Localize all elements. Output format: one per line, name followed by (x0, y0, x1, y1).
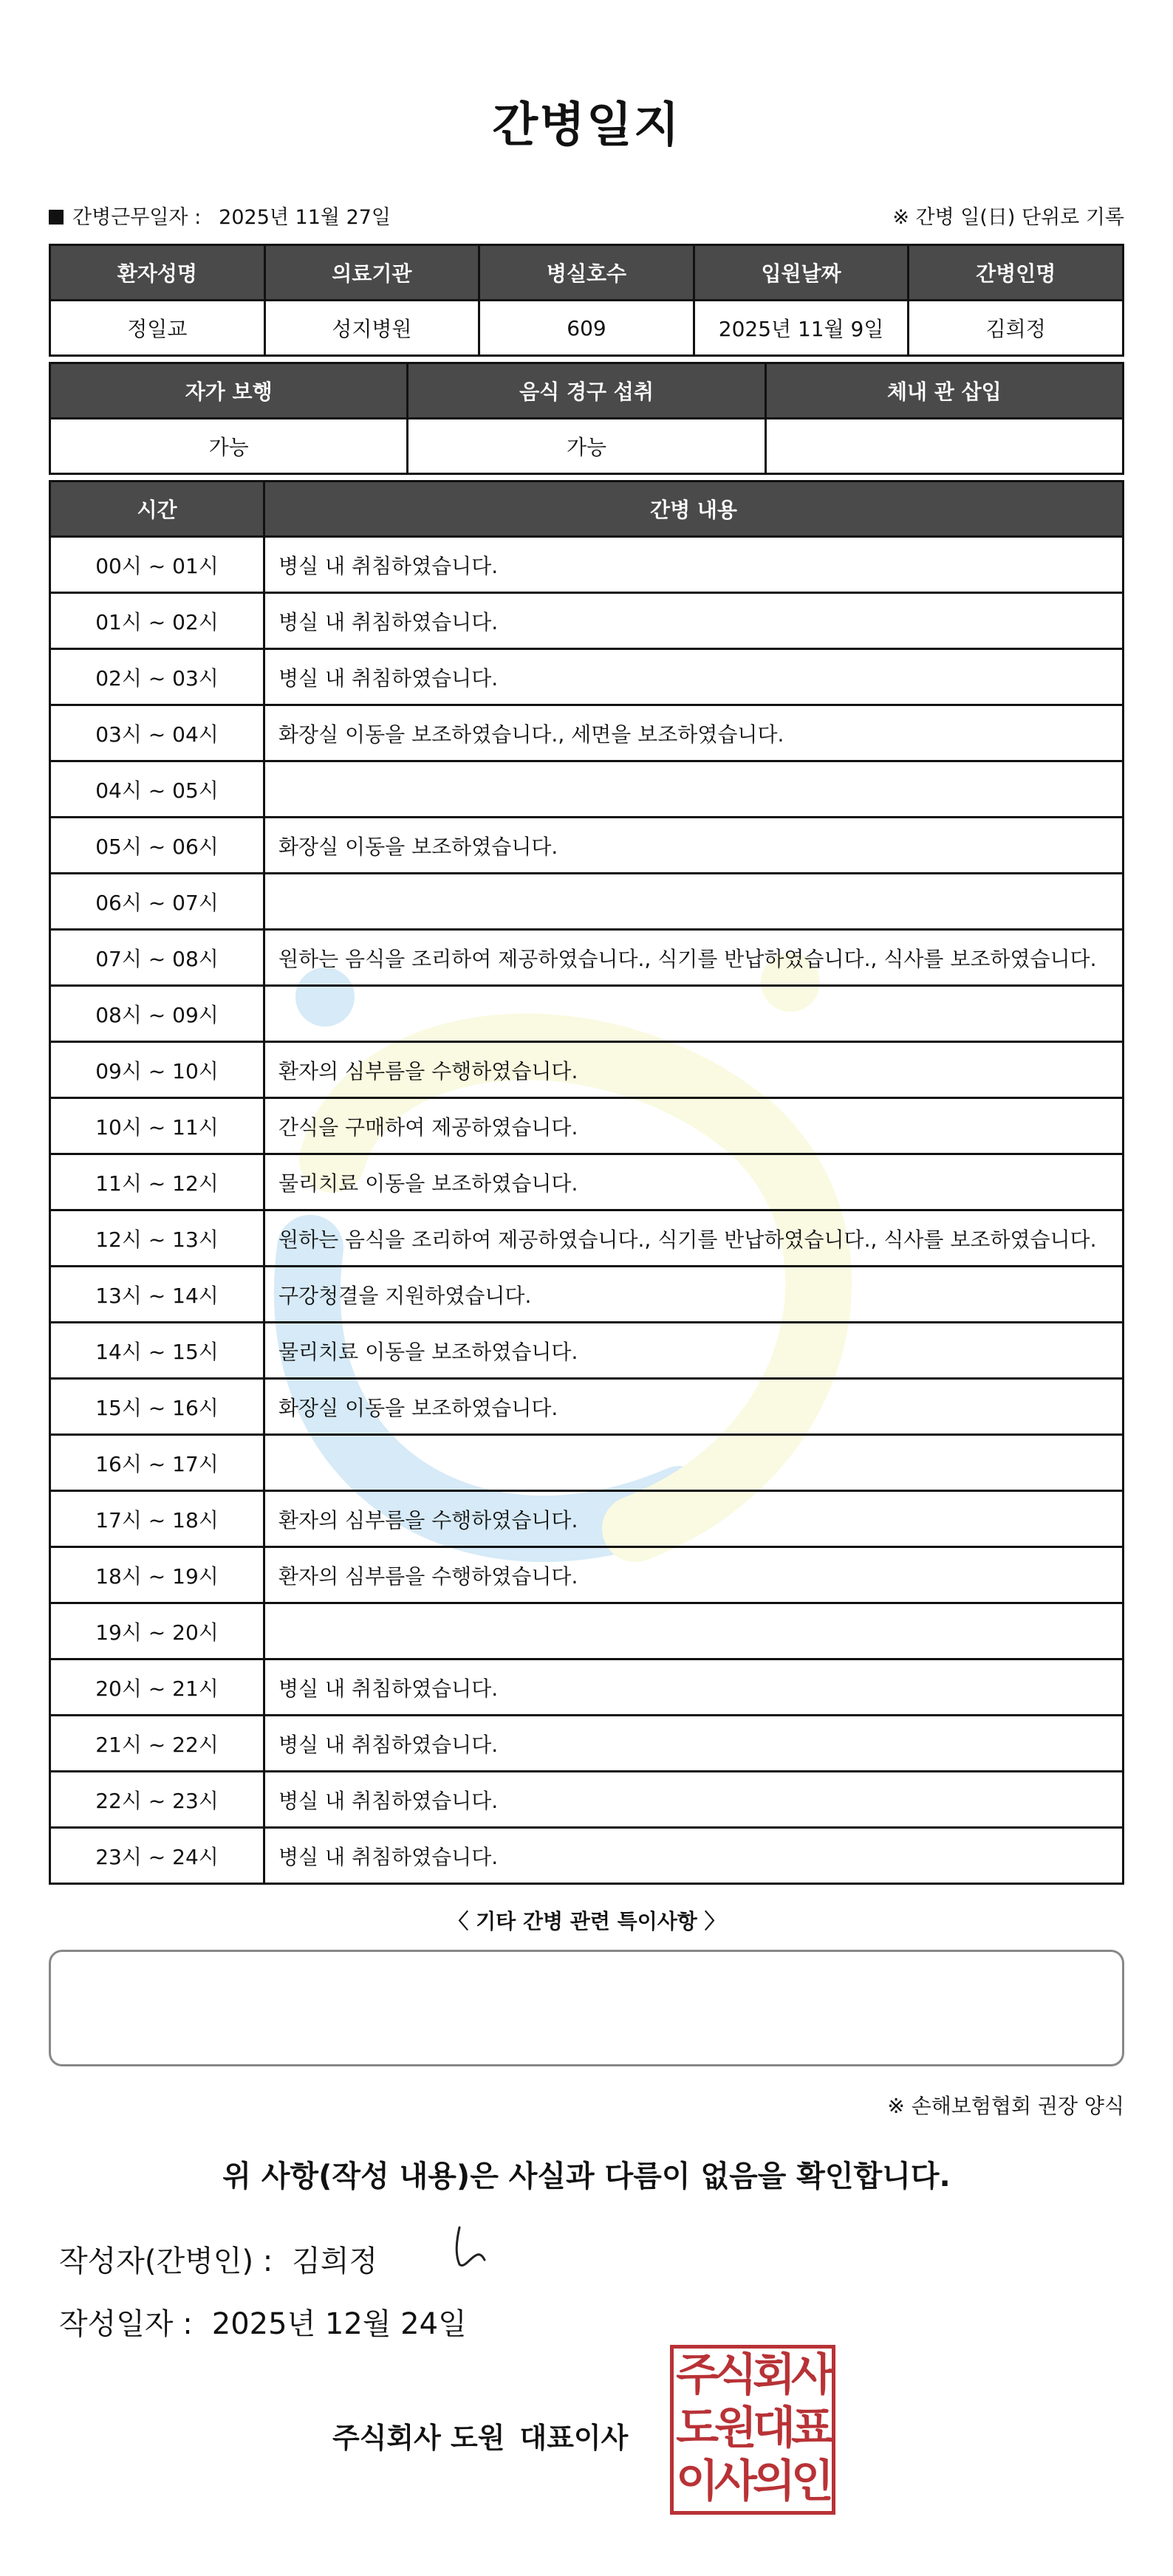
writer-name: 김희정 (292, 2244, 378, 2278)
schedule-row (50, 986, 1124, 1042)
schedule-row (50, 1154, 1124, 1210)
writer-label: 작성자(간병인) : (59, 2244, 273, 2278)
schedule-time-cell: 17시 ~ 18시 (50, 1491, 264, 1547)
patient-status-table (49, 362, 1124, 475)
schedule-row (50, 593, 1124, 649)
oral-intake-value: 가능 (408, 419, 765, 474)
schedule-content-cell: 구강청결을 지원하였습니다. (264, 1267, 1124, 1323)
room-number-value: 609 (479, 301, 694, 356)
header-time: 시간 (50, 482, 264, 537)
header-caregiver-name: 간병인명 (909, 245, 1124, 301)
special-notes-box (49, 1950, 1124, 2066)
admission-date-value: 2025년 11월 9일 (694, 301, 909, 356)
form-source-note: ※ 손해보험협회 권장 양식 (887, 2094, 1124, 2118)
header-self-walking: 자가 보행 (50, 363, 408, 419)
hospital-value: 성지병원 (264, 301, 479, 356)
schedule-time-cell: 12시 ~ 13시 (50, 1210, 264, 1267)
company-name: 주식회사 도원 (332, 2422, 505, 2454)
written-date-line (59, 2301, 467, 2343)
schedule-content-cell: 물리치료 이동을 보조하였습니다. (264, 1154, 1124, 1210)
header-admission-date: 입원날짜 (694, 245, 909, 301)
schedule-time-cell: 06시 ~ 07시 (50, 874, 264, 930)
schedule-content-cell: 화장실 이동을 보조하였습니다. (264, 818, 1124, 874)
status-header-row (50, 363, 1124, 419)
schedule-time-cell: 22시 ~ 23시 (50, 1772, 264, 1828)
schedule-row (50, 1042, 1124, 1098)
schedule-time-cell: 05시 ~ 06시 (50, 818, 264, 874)
schedule-row (50, 705, 1124, 761)
schedule-content-cell: 병실 내 취침하였습니다. (264, 1659, 1124, 1716)
schedule-row (50, 649, 1124, 705)
schedule-row (50, 1659, 1124, 1716)
schedule-row (50, 1716, 1124, 1772)
seal-line-3: 이사의인 (676, 2456, 830, 2507)
caregiver-name-value: 김희정 (909, 301, 1124, 356)
writer-line (59, 2238, 377, 2280)
schedule-row (50, 874, 1124, 930)
schedule-row (50, 1323, 1124, 1379)
self-walking-value: 가능 (50, 419, 408, 474)
schedule-row (50, 1435, 1124, 1491)
schedule-time-cell: 16시 ~ 17시 (50, 1435, 264, 1491)
seal-line-1: 주식회사 (676, 2349, 830, 2401)
schedule-time-cell: 04시 ~ 05시 (50, 761, 264, 818)
record-note: ※ 간병 일(日) 단위로 기록 (892, 206, 1124, 229)
schedule-content-cell: 물리치료 이동을 보조하였습니다. (264, 1323, 1124, 1379)
schedule-content-cell: 병실 내 취침하였습니다. (264, 1716, 1124, 1772)
schedule-row (50, 930, 1124, 986)
schedule-content-cell: 환자의 심부름을 수행하였습니다. (264, 1042, 1124, 1098)
schedule-time-cell: 14시 ~ 15시 (50, 1323, 264, 1379)
written-date-value: 2025년 12월 24일 (211, 2307, 467, 2341)
schedule-time-cell: 00시 ~ 01시 (50, 537, 264, 593)
schedule-time-cell: 15시 ~ 16시 (50, 1379, 264, 1435)
header-oral-intake: 음식 경구 섭취 (408, 363, 765, 419)
header-care-content: 간병 내용 (264, 482, 1124, 537)
patient-info-header-row (50, 245, 1124, 301)
schedule-time-cell: 19시 ~ 20시 (50, 1603, 264, 1659)
company-signature-line (332, 2415, 628, 2456)
schedule-content-cell (264, 874, 1124, 930)
schedule-time-cell: 18시 ~ 19시 (50, 1547, 264, 1603)
schedule-content-cell: 원하는 음식을 조리하여 제공하였습니다., 식기를 반납하였습니다., 식사를 보조하였습니다. (264, 930, 1124, 986)
company-seal-stamp (670, 2345, 835, 2515)
schedule-content-cell: 원하는 음식을 조리하여 제공하였습니다., 식기를 반납하였습니다., 식사를 보조하였습니다. (264, 1210, 1124, 1267)
work-date-label: 간병근무일자 : (72, 206, 202, 229)
schedule-content-cell (264, 1435, 1124, 1491)
header-hospital: 의료기관 (264, 245, 479, 301)
work-date-value: 2025년 11월 27일 (219, 206, 391, 229)
square-bullet-icon (49, 210, 64, 225)
schedule-content-cell: 병실 내 취침하였습니다. (264, 537, 1124, 593)
schedule-row (50, 1267, 1124, 1323)
meta-row (49, 201, 1124, 230)
seal-line-2: 도원대표 (676, 2402, 830, 2454)
schedule-time-cell: 23시 ~ 24시 (50, 1828, 264, 1884)
schedule-content-cell: 병실 내 취침하였습니다. (264, 593, 1124, 649)
schedule-content-cell: 화장실 이동을 보조하였습니다., 세면을 보조하였습니다. (264, 705, 1124, 761)
patient-name-value: 정일교 (50, 301, 265, 356)
schedule-time-cell: 09시 ~ 10시 (50, 1042, 264, 1098)
care-schedule-table (49, 480, 1124, 1885)
schedule-row (50, 1098, 1124, 1154)
schedule-time-cell: 21시 ~ 22시 (50, 1716, 264, 1772)
header-room-number: 병실호수 (479, 245, 694, 301)
schedule-row (50, 1547, 1124, 1603)
handwritten-signature (451, 2223, 495, 2275)
header-patient-name: 환자성명 (50, 245, 265, 301)
tube-insertion-value (765, 419, 1123, 474)
notes-title: 〈 기타 간병 관련 특이사항 〉 (448, 1909, 725, 1933)
schedule-time-cell: 11시 ~ 12시 (50, 1154, 264, 1210)
schedule-row (50, 537, 1124, 593)
page-title: 간병일지 (492, 98, 681, 153)
schedule-content-cell: 병실 내 취침하였습니다. (264, 1772, 1124, 1828)
schedule-time-cell: 20시 ~ 21시 (50, 1659, 264, 1716)
status-value-row (50, 419, 1124, 474)
schedule-time-cell: 08시 ~ 09시 (50, 986, 264, 1042)
schedule-row (50, 761, 1124, 818)
schedule-content-cell: 환자의 심부름을 수행하였습니다. (264, 1547, 1124, 1603)
schedule-row (50, 1772, 1124, 1828)
confirmation-statement: 위 사항(작성 내용)은 사실과 다름이 없음을 확인합니다. (222, 2159, 951, 2193)
patient-info-value-row (50, 301, 1124, 356)
schedule-row (50, 1210, 1124, 1267)
work-date-block (49, 201, 391, 230)
schedule-content-cell: 환자의 심부름을 수행하였습니다. (264, 1491, 1124, 1547)
schedule-content-cell: 화장실 이동을 보조하였습니다. (264, 1379, 1124, 1435)
header-tube-insertion: 체내 관 삽입 (765, 363, 1123, 419)
schedule-time-cell: 02시 ~ 03시 (50, 649, 264, 705)
schedule-time-cell: 07시 ~ 08시 (50, 930, 264, 986)
schedule-time-cell: 03시 ~ 04시 (50, 705, 264, 761)
schedule-row (50, 1828, 1124, 1884)
schedule-content-cell: 병실 내 취침하였습니다. (264, 1828, 1124, 1884)
company-representative-title: 대표이사 (519, 2422, 629, 2454)
schedule-content-cell: 간식을 구매하여 제공하였습니다. (264, 1098, 1124, 1154)
schedule-time-cell: 01시 ~ 02시 (50, 593, 264, 649)
schedule-content-cell: 병실 내 취침하였습니다. (264, 649, 1124, 705)
schedule-row (50, 1603, 1124, 1659)
schedule-row (50, 1491, 1124, 1547)
schedule-header-row (50, 482, 1124, 537)
written-date-label: 작성일자 : (59, 2307, 193, 2341)
schedule-content-cell (264, 761, 1124, 818)
schedule-time-cell: 10시 ~ 11시 (50, 1098, 264, 1154)
schedule-row (50, 1379, 1124, 1435)
schedule-content-cell (264, 986, 1124, 1042)
patient-info-table (49, 244, 1124, 357)
schedule-row (50, 818, 1124, 874)
schedule-time-cell: 13시 ~ 14시 (50, 1267, 264, 1323)
schedule-content-cell (264, 1603, 1124, 1659)
